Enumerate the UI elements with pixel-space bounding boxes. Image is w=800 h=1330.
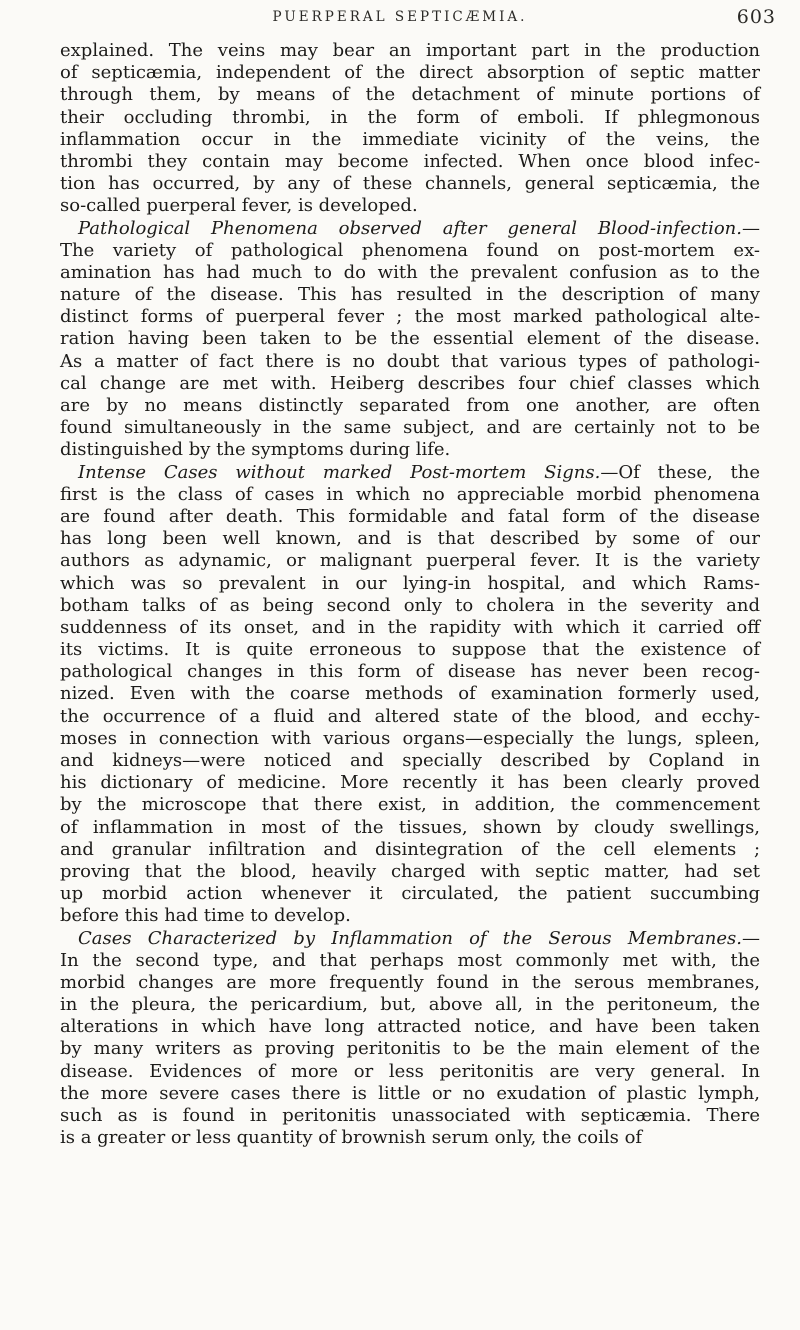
- text-line: [60, 395, 760, 417]
- text-line: [60, 1083, 760, 1105]
- text-run: inflammation occur in the immediate vicinity of the veins, the: [60, 128, 760, 150]
- text-run: amination has had much to do with the prevalent confusion as to the: [60, 261, 760, 283]
- text-run: in the pleura, the pericardium, but, above all, in the peritoneum, the: [60, 994, 760, 1016]
- text-run: morbid changes are more frequently found in the serous membranes,: [60, 971, 761, 993]
- text-line: [60, 1127, 760, 1149]
- text-line: [60, 772, 760, 794]
- text-run: tion has occurred, by any of these channels, general septicæmia, the: [60, 173, 760, 195]
- running-head: [0, 6, 800, 34]
- text-run: nature of the disease. This has resulted in the description of many: [60, 284, 760, 306]
- text-run: and granular infiltration and disintegration of the cell elements ;: [60, 838, 761, 860]
- text-line: [60, 706, 760, 728]
- body-text: [60, 40, 760, 1149]
- section-heading-line: [60, 462, 760, 484]
- text-run: —Of these, the: [600, 461, 760, 483]
- text-line: [60, 617, 760, 639]
- text-run: As a matter of fact there is no doubt that various types of pathologi-: [60, 350, 760, 372]
- text-run: cal change are met with. Heiberg describes four chief classes which: [60, 372, 760, 394]
- text-run: The variety of pathological phenomena found on post-mortem ex-: [60, 239, 760, 261]
- text-line: [60, 62, 760, 84]
- text-line: [60, 950, 760, 972]
- text-line: [60, 151, 760, 173]
- text-line: [60, 905, 760, 927]
- text-run: of inflammation in most of the tissues, shown by cloudy swellings,: [60, 816, 761, 838]
- text-run: found simultaneously in the same subject, and are certainly not to be: [60, 417, 761, 439]
- text-line: [60, 1061, 760, 1083]
- text-run: their occluding thrombi, in the form of emboli. If phlegmonous: [60, 106, 761, 128]
- text-run: botham talks of as being second only to cholera in the severity and: [60, 594, 760, 616]
- text-run: alterations in which have long attracted notice, and have been taken: [60, 1016, 760, 1038]
- text-line: [60, 84, 760, 106]
- text-run: up morbid action whenever it circulated, the patient succumbing: [60, 883, 761, 905]
- text-line: [60, 728, 760, 750]
- text-line: [60, 484, 760, 506]
- text-run: nized. Even with the coarse methods of examination formerly used,: [60, 683, 761, 705]
- text-run: pathological changes in this form of disease has never been recog-: [60, 661, 760, 683]
- text-run: disease. Evidences of more or less peritonitis are very general. In: [60, 1060, 761, 1082]
- text-line: [60, 794, 760, 816]
- text-run: through them, by means of the detachment of minute portions of: [60, 84, 760, 106]
- text-line: [60, 573, 760, 595]
- text-run: its victims. It is quite erroneous to suppose that the existence of: [60, 639, 760, 661]
- text-line: [60, 861, 760, 883]
- text-line: [60, 107, 760, 129]
- section-heading-line: [60, 928, 760, 950]
- text-line: [60, 373, 760, 395]
- text-line: [60, 195, 760, 217]
- text-line: [60, 1038, 760, 1060]
- text-line: [60, 306, 760, 328]
- text-line: [60, 639, 760, 661]
- text-run: so-called puerperal fever, is developed.: [60, 195, 418, 217]
- text-line: [60, 284, 760, 306]
- text-run: his dictionary of medicine. More recently it has been clearly proved: [60, 772, 760, 794]
- text-line: [60, 173, 760, 195]
- text-line: [60, 994, 760, 1016]
- text-run: authors as adynamic, or malignant puerperal fever. It is the variety: [60, 550, 760, 572]
- text-line: [60, 683, 760, 705]
- italic-heading: Pathological Phenomena observed after general Blood-infection.: [78, 217, 742, 239]
- text-run: suddenness of its onset, and in the rapidity with which it carried off: [60, 616, 760, 638]
- text-run: has long been well known, and is that described by some of our: [60, 528, 760, 550]
- italic-heading: Cases Characterized by Inflammation of the Serous Membranes.: [78, 927, 742, 949]
- text-line: [60, 417, 760, 439]
- text-run: the occurrence of a fluid and altered state of the blood, and ecchy-: [60, 705, 761, 727]
- text-run: distinct forms of puerperal fever ; the most marked pathological alte-: [60, 306, 761, 328]
- text-run: —: [741, 217, 760, 239]
- text-run: of septicæmia, independent of the direct absorption of septic matter: [60, 62, 760, 84]
- text-line: [60, 817, 760, 839]
- text-line: [60, 550, 760, 572]
- text-line: [60, 972, 760, 994]
- text-run: and kidneys—were noticed and specially described by Copland in: [60, 750, 760, 771]
- text-run: is a greater or less quantity of brownish serum only, the coils of: [60, 1127, 643, 1149]
- text-line: [60, 328, 760, 350]
- text-line: [60, 506, 760, 528]
- section-heading-line: [60, 218, 760, 240]
- text-run: are found after death. This formidable and fatal form of the disease: [60, 505, 761, 527]
- text-line: [60, 40, 760, 62]
- text-run: explained. The veins may bear an important part in the production: [60, 40, 761, 61]
- text-line: [60, 1105, 760, 1127]
- text-line: [60, 439, 760, 461]
- text-run: the more severe cases there is little or no exudation of plastic lymph,: [60, 1082, 760, 1104]
- text-run: by many writers as proving peritonitis to be the main element of the: [60, 1038, 761, 1060]
- text-line: [60, 839, 760, 861]
- page-number: 603: [736, 6, 776, 28]
- running-head-title: PUERPERAL SEPTICÆMIA.: [272, 9, 528, 25]
- text-run: are by no means distinctly separated from one another, are often: [60, 395, 761, 416]
- text-run: such as is found in peritonitis unassociated with septicæmia. There: [60, 1105, 760, 1126]
- text-run: before this had time to develop.: [60, 905, 351, 927]
- text-line: [60, 1016, 760, 1038]
- text-line: [60, 528, 760, 550]
- text-run: by the microscope that there exist, in addition, the commencement: [60, 794, 761, 816]
- italic-heading: Intense Cases without marked Post-mortem Signs.: [78, 461, 601, 483]
- text-line: [60, 240, 760, 262]
- text-run: thrombi they contain may become infected. When once blood infec-: [60, 150, 761, 172]
- text-line: [60, 661, 760, 683]
- text-run: moses in connection with various organs—especially the lungs, spleen,: [60, 727, 760, 749]
- text-run: In the second type, and that perhaps most commonly met with, the: [60, 949, 761, 971]
- text-line: [60, 595, 760, 617]
- text-run: which was so prevalent in our lying-in hospital, and which Rams-: [60, 572, 760, 594]
- text-line: [60, 351, 760, 373]
- text-run: —: [741, 927, 760, 949]
- text-line: [60, 883, 760, 905]
- text-run: proving that the blood, heavily charged with septic matter, had set: [60, 860, 761, 882]
- text-line: [60, 262, 760, 284]
- text-line: [60, 750, 760, 772]
- text-run: first is the class of cases in which no appreciable morbid phenomena: [60, 483, 761, 505]
- text-run: distinguished by the symptoms during life.: [60, 439, 451, 461]
- text-line: [60, 129, 760, 151]
- text-run: ration having been taken to be the essential element of the disease.: [60, 328, 761, 350]
